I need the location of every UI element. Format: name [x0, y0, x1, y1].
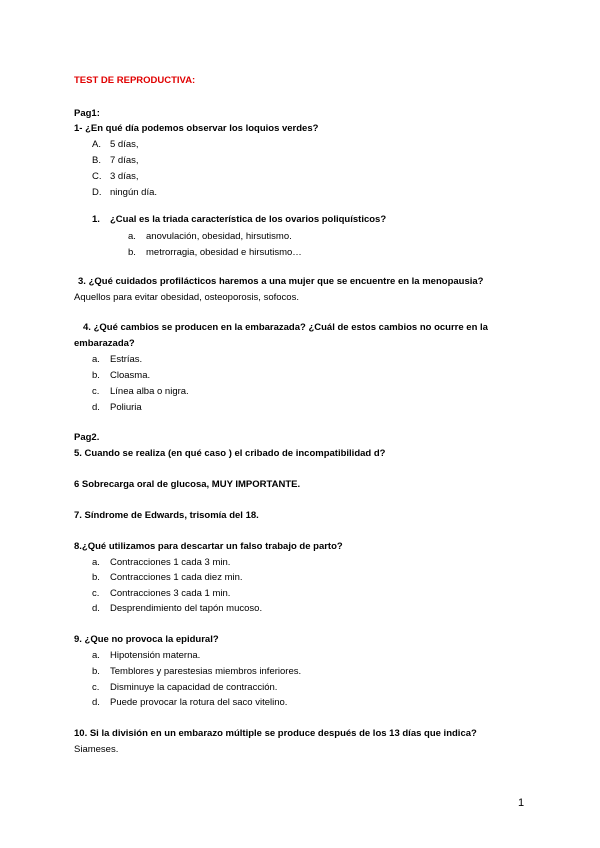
option-marker: c.	[92, 386, 100, 397]
option-marker: b.	[92, 666, 100, 677]
option-marker: d.	[92, 402, 100, 413]
question-3	[78, 275, 483, 288]
option-text: 7 días,	[110, 155, 139, 166]
option-text: Contracciones 1 cada diez min.	[110, 572, 243, 583]
option-marker: a.	[128, 231, 136, 242]
question-4-option	[92, 369, 150, 382]
question-4-option	[92, 385, 189, 398]
option-marker: B.	[92, 155, 101, 166]
question-2-option	[128, 246, 302, 259]
question-5: 5. Cuando se realiza (en qué caso ) el cribado de incompatibilidad d?	[74, 448, 386, 459]
option-marker: a.	[92, 557, 100, 568]
question-3-number: 3.	[78, 276, 86, 287]
document-title: TEST DE REPRODUCTIVA:	[74, 75, 196, 86]
option-marker: c.	[92, 682, 100, 693]
question-4-text: ¿Qué cambios se producen en la embarazada? ¿Cuál de estos cambios no ocurre en la	[93, 322, 488, 333]
option-text: metrorragia, obesidad e hirsutismo…	[146, 247, 302, 258]
question-1-option	[92, 138, 139, 151]
option-marker: a.	[92, 354, 100, 365]
option-text: Contracciones 3 cada 1 min.	[110, 588, 231, 599]
question-8-option	[92, 571, 243, 584]
option-text: 5 días,	[110, 139, 139, 150]
question-10: 10. Si la división en un embarazo múltiple se produce después de los 13 días que indica?	[74, 728, 477, 739]
question-3-text: ¿Qué cuidados profilácticos haremos a una mujer que se encuentre en la menopausia?	[88, 276, 484, 287]
question-8-option	[92, 556, 230, 569]
question-9-option	[92, 696, 287, 709]
question-2-option	[128, 230, 292, 243]
option-marker: d.	[92, 603, 100, 614]
question-4-option	[92, 401, 142, 414]
question-3-answer: Aquellos para evitar obesidad, osteoporosis, sofocos.	[74, 292, 299, 303]
option-text: Línea alba o nigra.	[110, 386, 189, 397]
option-text: Contracciones 1 cada 3 min.	[110, 557, 231, 568]
question-2-text: ¿Cual es la triada característica de los ovarios poliquísticos?	[110, 214, 387, 225]
option-marker: A.	[92, 139, 101, 150]
question-1-option	[92, 186, 157, 199]
option-text: Disminuye la capacidad de contracción.	[110, 682, 278, 693]
question-1	[74, 122, 318, 135]
page1-label: Pag1:	[74, 108, 100, 119]
option-marker: b.	[92, 572, 100, 583]
question-8: 8.¿Qué utilizamos para descartar un falso trabajo de parto?	[74, 541, 343, 552]
option-text: Desprendimiento del tapón mucoso.	[110, 603, 263, 614]
option-marker: b.	[128, 247, 136, 258]
question-9: 9. ¿Que no provoca la epidural?	[74, 634, 219, 645]
option-marker: C.	[92, 171, 102, 182]
question-2-number: 1.	[92, 214, 100, 225]
question-4-text-continued: embarazada?	[74, 338, 135, 349]
question-4-option	[92, 353, 142, 366]
option-text: anovulación, obesidad, hirsutismo.	[146, 231, 292, 242]
question-8-option	[92, 602, 262, 615]
question-8-option	[92, 587, 230, 600]
option-marker: d.	[92, 697, 100, 708]
page-number: 1	[518, 797, 525, 809]
question-10-answer: Siameses.	[74, 744, 119, 755]
option-text: 3 días,	[110, 171, 139, 182]
option-text: Puede provocar la rotura del saco vitelino.	[110, 697, 288, 708]
option-text: Hipotensión materna.	[110, 650, 201, 661]
question-1-option	[92, 170, 139, 183]
question-4-number: 4.	[83, 322, 91, 333]
question-9-option	[92, 649, 200, 662]
question-4	[83, 321, 488, 334]
question-1-text: ¿En qué día podemos observar los loquios verdes?	[85, 123, 319, 134]
page2-label: Pag2.	[74, 432, 100, 443]
option-marker: b.	[92, 370, 100, 381]
question-7: 7. Síndrome de Edwards, trisomía del 18.	[74, 510, 259, 521]
option-marker: D.	[92, 187, 102, 198]
question-2	[92, 213, 386, 226]
option-marker: c.	[92, 588, 100, 599]
option-text: Temblores y parestesias miembros inferiores.	[110, 666, 302, 677]
option-text: Estrías.	[110, 354, 143, 365]
question-9-option	[92, 681, 277, 694]
option-text: ningún día.	[110, 187, 158, 198]
option-marker: a.	[92, 650, 100, 661]
option-text: Cloasma.	[110, 370, 151, 381]
question-6: 6 Sobrecarga oral de glucosa, MUY IMPORTANTE.	[74, 479, 301, 490]
option-text: Poliuria	[110, 402, 142, 413]
question-1-option	[92, 154, 139, 167]
question-9-option	[92, 665, 301, 678]
question-1-number: 1-	[74, 123, 83, 134]
